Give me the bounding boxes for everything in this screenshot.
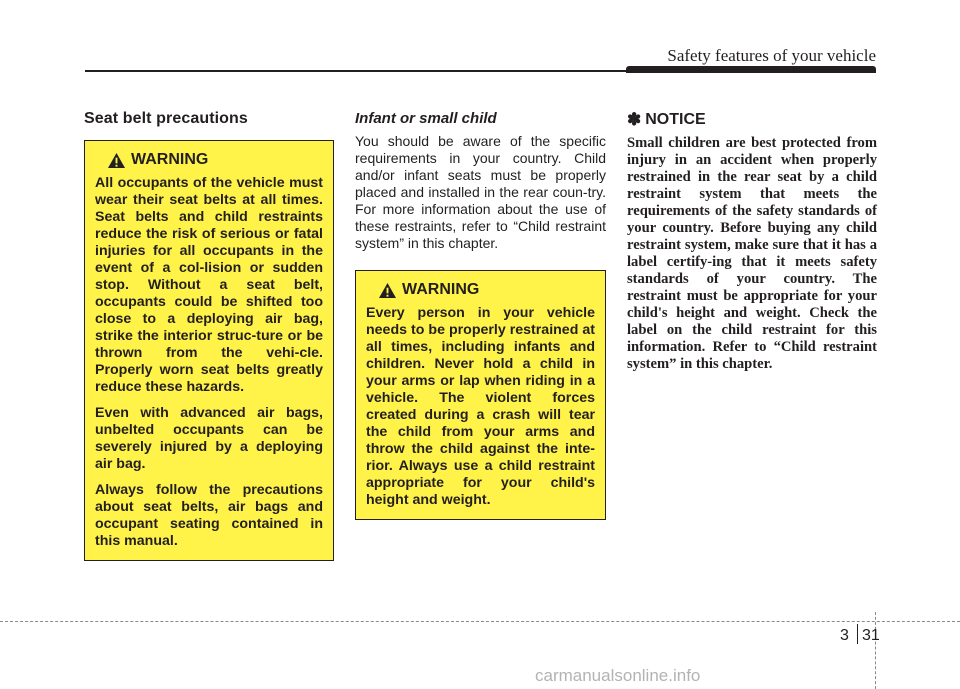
subsection-title: Infant or small child — [355, 110, 497, 127]
warning-triangle-icon — [107, 152, 126, 169]
chapter-number: 3 — [840, 627, 849, 644]
header-title: Safety features of your vehicle — [667, 46, 876, 65]
footer-divider — [875, 612, 877, 689]
left-column — [84, 110, 334, 561]
header-rule — [85, 70, 876, 72]
right-column — [627, 110, 877, 373]
warning-triangle-icon — [378, 282, 397, 299]
middle-column — [355, 110, 606, 520]
warning-box-child — [355, 270, 606, 520]
notice-text: Small children are best protected from injury in an accident when properly restrained in the rear seat by a child restraint system that meets the requirements of the safety standards of your country. Before buying any child restraint system, make sure that it has a label certify-ing that it meets safety standards of your country. The restraint must be appropriate for your child's height and weight. Check the label on the child restraint for this information. Refer to “Child restraint system” in this chapter. — [627, 135, 877, 372]
warning-paragraph: Even with advanced air bags, unbelted occupants can be severely injured by a deploying air bag. — [95, 405, 323, 472]
warning-heading — [366, 281, 595, 299]
warning-label: WARNING — [131, 151, 209, 168]
footer-rule — [0, 621, 960, 622]
notice-label: NOTICE — [645, 111, 706, 128]
warning-heading — [95, 151, 323, 169]
page-number: 31 — [862, 627, 880, 644]
warning-paragraph: Every person in your vehicle needs to be properly restrained at all times, including infants and children. Never hold a child in your arms or lap when riding in a vehicle. The violent forces created during a crash will tear the child from your arms and throw the child against the inte-rior. Always use a child restraint appropriate for your child's height and weight. — [366, 305, 595, 508]
page-separator — [857, 624, 858, 644]
warning-box-seat-belt — [84, 140, 334, 561]
notice-heading — [627, 110, 877, 130]
notice-icon: ✽ — [627, 110, 642, 129]
warning-label: WARNING — [402, 281, 480, 298]
warning-paragraph: Always follow the precautions about seat belts, air bags and occupant seating contained in this manual. — [95, 482, 323, 549]
section-title: Seat belt precautions — [84, 110, 248, 127]
warning-paragraph: All occupants of the vehicle must wear their seat belts at all times. Seat belts and child restraints reduce the risk of serious or fatal injuries for all occupants in the event of a col-lision or sudden stop. Without a seat belt, occupants could be shifted too close to a deploying air bag, strike the interior struc-ture or be thrown from the vehi-cle. Properly worn seat belts greatly reduce these hazards. — [95, 175, 323, 395]
body-paragraph: You should be aware of the specific requirements in your country. Child and/or infant seats must be properly placed and installed in the rear coun-try. For more information about the use of these restraints, refer to “Child restraint system” in this chapter. — [355, 133, 606, 251]
watermark: carmanualsonline.info — [535, 666, 701, 685]
